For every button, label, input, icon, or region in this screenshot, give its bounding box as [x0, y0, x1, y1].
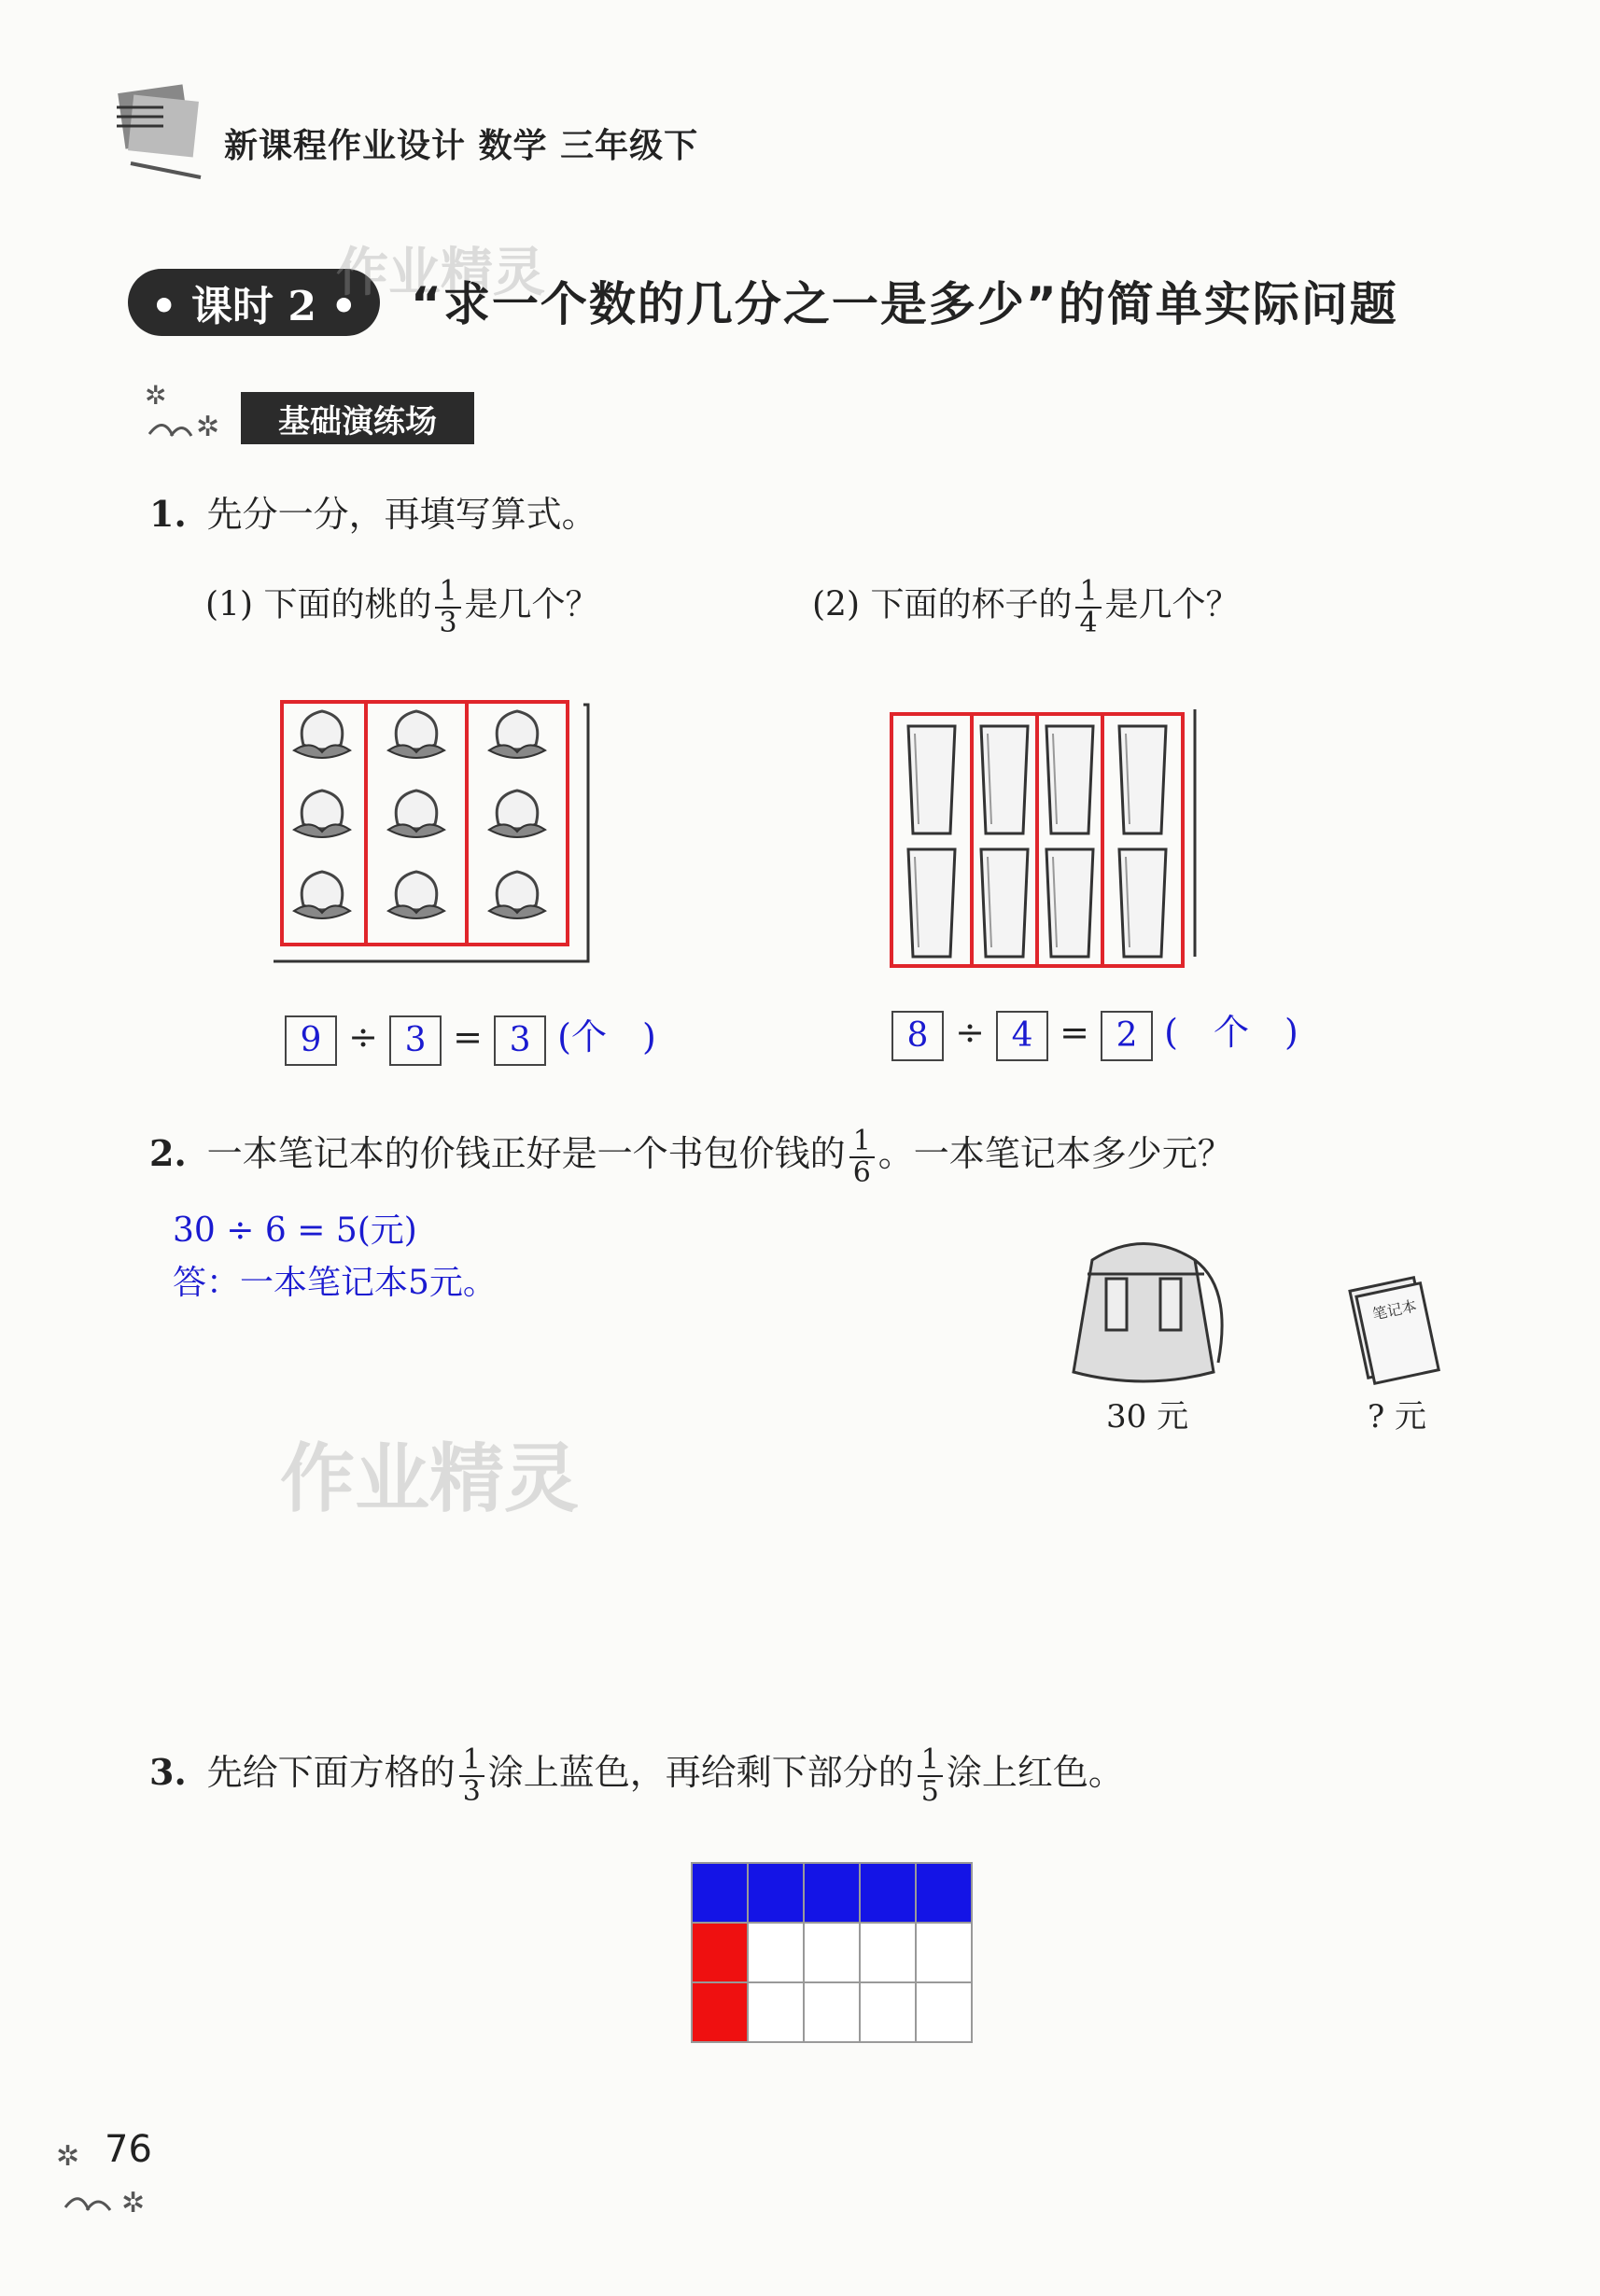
peach-icon	[489, 711, 545, 758]
fraction-numerator: 1	[435, 577, 460, 609]
grid-cell[interactable]	[748, 1923, 804, 1982]
svg-text:✲: ✲	[56, 2140, 80, 2173]
peach-icon	[388, 872, 444, 918]
answer-box[interactable]: 3	[494, 1015, 546, 1066]
q2-number: 2.	[149, 1132, 187, 1174]
svg-text:✲: ✲	[145, 380, 167, 411]
peach-icon	[489, 872, 545, 918]
grid-cell[interactable]	[804, 1923, 860, 1982]
peach-icon	[388, 711, 444, 758]
grid-cell[interactable]	[804, 1982, 860, 2042]
grid-cell[interactable]	[804, 1863, 860, 1923]
grid-cell[interactable]	[860, 1982, 916, 2042]
answer-box[interactable]: 8	[891, 1011, 944, 1061]
q1-part2-prompt	[812, 577, 1240, 637]
notebook-icon	[1344, 1274, 1456, 1386]
fraction-denominator: 4	[1079, 606, 1098, 639]
q1-part1-suffix: 是几个？	[464, 585, 599, 624]
q2-prompt	[149, 1125, 1233, 1187]
answer-box[interactable]: 2	[1101, 1011, 1153, 1061]
unit-label: ( 个 )	[1164, 1012, 1298, 1053]
fraction-denominator: 6	[852, 1155, 871, 1189]
q2-answer-sentence: 答：一本笔记本5元。	[173, 1264, 497, 1302]
fraction-numerator: 1	[459, 1745, 484, 1777]
fraction-denominator: 5	[920, 1774, 939, 1808]
grid-cell[interactable]	[916, 1982, 972, 2042]
q2-text-after: 。一本笔记本多少元？	[877, 1133, 1233, 1174]
cup-icon	[1046, 849, 1093, 957]
fraction-numerator: 1	[918, 1745, 943, 1777]
coloring-grid[interactable]	[691, 1862, 973, 2043]
cup-icon	[908, 726, 955, 833]
series-title: 新课程作业设计 数学 三年级下	[224, 127, 699, 165]
equals-sign: =	[1060, 1012, 1089, 1053]
q1-part1-prompt	[205, 577, 599, 637]
flower-decoration-icon	[145, 378, 238, 443]
grid-cell[interactable]	[748, 1982, 804, 2042]
svg-text:✲: ✲	[196, 411, 220, 443]
lesson-label: • 课时 2 •	[128, 269, 380, 336]
answer-box[interactable]: 4	[996, 1011, 1048, 1061]
grid-cell[interactable]	[860, 1923, 916, 1982]
grid-cell[interactable]	[916, 1923, 972, 1982]
svg-text:✲: ✲	[121, 2187, 146, 2219]
fraction	[459, 1745, 484, 1806]
q1-part2-suffix: 是几个？	[1104, 585, 1240, 624]
q2-text-before: 一本笔记本的价钱正好是一个书包价钱的	[206, 1133, 846, 1174]
grid-cell[interactable]	[748, 1863, 804, 1923]
peach-icon	[294, 711, 350, 758]
cup-grid-figure	[887, 709, 1204, 971]
grid-row	[692, 1982, 972, 2042]
grid-row	[692, 1863, 972, 1923]
grid-cell[interactable]	[916, 1863, 972, 1923]
page-number: 76	[105, 2128, 152, 2171]
section-label: 基础演练场	[241, 392, 474, 444]
unit-label: (个 )	[557, 1016, 656, 1057]
q1-text: 先分一分，再填写算式。	[206, 494, 597, 535]
grid-cell[interactable]	[692, 1982, 748, 2042]
cup-icon	[1046, 726, 1093, 833]
peach-icon	[489, 791, 545, 837]
cup-icon	[1119, 849, 1166, 957]
answer-box[interactable]: 3	[389, 1015, 442, 1066]
watermark-top: 作业精灵	[336, 243, 545, 303]
notebook-header-icon	[112, 75, 215, 187]
divide-sign: ÷	[348, 1016, 378, 1057]
lesson-title: “求一个数的几分之一是多少”的简单实际问题	[411, 277, 1398, 331]
fraction	[435, 577, 460, 637]
q3-prompt	[149, 1743, 1124, 1806]
q1-part1-label: (1) 下面的桃的	[205, 585, 432, 624]
fraction	[849, 1127, 875, 1187]
equals-sign: =	[453, 1016, 483, 1057]
fraction-denominator: 3	[439, 606, 457, 639]
peach-grid-figure	[271, 691, 597, 971]
cup-icon	[981, 726, 1028, 833]
watermark: 作业精灵	[280, 1435, 579, 1522]
fraction-numerator: 1	[849, 1127, 875, 1158]
q1-number: 1.	[149, 493, 187, 535]
grid-row	[692, 1923, 972, 1982]
grid-cell[interactable]	[860, 1863, 916, 1923]
q3-text-before: 先给下面方格的	[206, 1752, 456, 1793]
answer-box[interactable]: 9	[285, 1015, 337, 1066]
fraction-numerator: 1	[1075, 577, 1101, 609]
cup-icon	[1119, 726, 1166, 833]
q1-part1-equation	[285, 1008, 656, 1066]
q1-part2-equation	[891, 1003, 1298, 1061]
fraction	[1075, 577, 1101, 637]
grid-cell[interactable]	[692, 1923, 748, 1982]
q3-text-mid: 涂上蓝色，再给剩下部分的	[487, 1752, 914, 1793]
q2-answer-equation: 30 ÷ 6 = 5(元)	[173, 1211, 417, 1250]
cup-icon	[981, 849, 1028, 957]
q3-number: 3.	[149, 1751, 187, 1793]
q1-prompt	[149, 485, 597, 537]
peach-icon	[388, 791, 444, 837]
grid-cell[interactable]	[692, 1863, 748, 1923]
notebook-cover-text: 笔记本	[1370, 1296, 1419, 1323]
backpack-price: 30 元	[1106, 1398, 1189, 1435]
peach-icon	[294, 872, 350, 918]
divide-sign: ÷	[955, 1012, 985, 1053]
peach-icon	[294, 791, 350, 837]
fraction	[918, 1745, 943, 1806]
fraction-denominator: 3	[462, 1774, 481, 1808]
backpack-icon	[1055, 1232, 1232, 1391]
q3-text-after: 涂上红色。	[946, 1752, 1124, 1793]
cup-icon	[908, 849, 955, 957]
notebook-price: ? 元	[1368, 1398, 1427, 1435]
q1-part2-label: (2) 下面的杯子的	[812, 585, 1073, 624]
